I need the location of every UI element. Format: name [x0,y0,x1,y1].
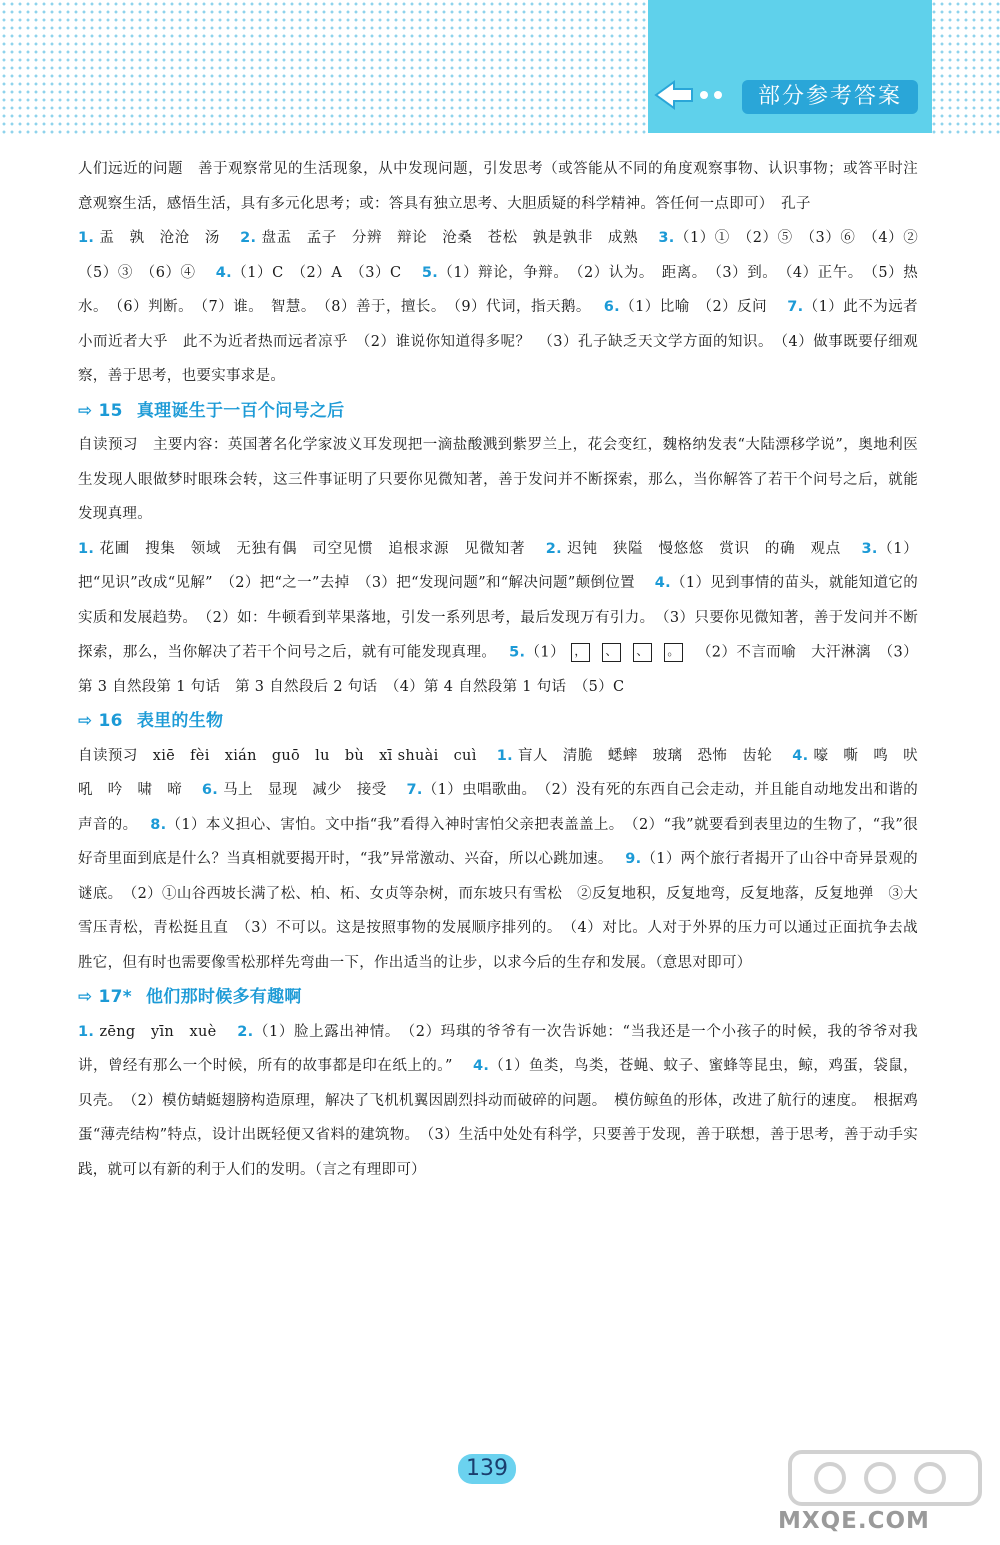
punctuation-box: 。 [664,643,683,662]
intro-answers [78,221,933,394]
header-dot-pattern-right [930,0,1000,135]
answer-number: 4. [472,1058,490,1075]
arrow-right-icon: ⇨ [78,711,93,732]
answer-content [78,152,933,1187]
answer-text: （1）此不为远者小而近者大乎 此不为近者热而远者凉乎 （2）谁说你知道得多呢？ （3）孔子缺乏天文学方面的知识。 （4）做事既要仔细观察，善于思考，也要实事求是。 [78,299,918,384]
answer-number: 7. [406,782,423,799]
punctuation-box: ， [571,643,590,662]
answer-text: 马上 显现 减少 接受 [218,782,402,799]
answer-number: 1. [78,540,95,557]
section-number: 15 [98,400,123,421]
section-heading: 他们那时候多有趣啊 [146,987,302,1008]
intro-paragraph [78,152,918,221]
answer-number: 5. [421,264,439,281]
answer-text: （1）鱼类，鸟类，苍蝇、蚊子、蜜蜂等昆虫，鲸，鸡蛋，袋鼠，贝壳。 （2）模仿蜻蜓翅膀构造原理，解决了飞机机翼因剧烈抖动而破碎的问题。 模仿鲸鱼的形体，改进了航行的速度。 根据鸡蛋“薄壳结构”特点，设计出既轻便又省料的建筑物。 （3）生活中处处有科学，只要善于发现，善于联想，善于思考，善于动手实践，就可以有新的利于人们的发明。（言之有理即可） [78,1058,918,1178]
section-number: 16 [98,711,123,732]
answer-number: 1. [496,747,513,764]
arrow-right-icon: ⇨ [78,987,93,1008]
preview-text: 自读预习 xiē fèi xián guō lu bù xī shuài cuì [78,747,492,764]
preview-text: 自读预习 主要内容：英国著名化学家波义耳发现把一滴盐酸溅到紫罗兰上，花会变红，魏格纳发表“大陆漂移学说”，奥地利医生发现人眼做梦时眼珠会转，这三件事证明了只要你见微知著，善于发问并不断探索，那么，当你解答了若干个问号之后，就能发现真理。 [78,437,918,522]
section-heading: 表里的生物 [136,711,224,732]
answer-text: 盂 孰 沧沧 汤 [94,230,235,246]
intro-text: 人们远近的问题 善于观察常见的生活现象，从中发现问题，引发思考（或答能从不同的角度观察事物、认识事物；或答平时注意观察生活，感悟生活，具有多元化思考；或：答具有独立思考、大胆质疑的科学精神。答任何一点即可） 孔子 [78,161,918,212]
watermark-text: MXQE.COM [778,1508,930,1534]
arrow-right-icon: ⇨ [78,400,93,421]
answer-text: （1）比喻 （2）反问 [619,299,783,315]
section-heading: 真理诞生于一百个问号之后 [136,400,345,421]
answer-number: 6. [603,299,620,315]
answer-text: （1）① （2）⑤ （3）⑥ （4）② （5）③ （6）④ [78,230,933,281]
answer-number: 8. [150,816,167,833]
answer-section-badge: 部分参考答案 [742,80,918,114]
answer-text: 盲人 清脆 蟋蟀 玻璃 恐怖 齿轮 [513,747,788,764]
answer-number: 1. [78,1023,95,1040]
answer-text: zēng yīn xuè [94,1023,233,1040]
answer-text: 花圃 搜集 领域 无独有偶 司空见惯 追根求源 见微知著 [94,540,541,557]
answer-text: （1）两个旅行者揭开了山谷中奇异景观的谜底。 （2）①山谷西坡长满了松、柏、柘、女贞等杂树，而东坡只有雪松 ②反复地积，反复地弯，反复地落，反复地弹 ③大雪压青松，青松挺且直 （3）不可以。这是按照事物的发展顺序排列的。 （4）对比。人对于外界的压力可以通过正面抗争去战胜它，但有时也需要像雪松那样先弯曲一下，作出适当的让步，以求今后的生存和发展。（意思对即可） [78,851,918,971]
answer-text: 迟钝 狭隘 慢悠悠 赏识 的确 观点 [561,540,857,557]
answer-number: 3. [658,230,675,246]
answer-text: （1）本义担心、害怕。文中指“我”看得入神时害怕父亲把表盖盖上。 （2）“我”就要看到表里边的生物了，“我”很好奇里面到底是什么？当真相就要揭开时，“我”异常激动、兴奋，所以心跳加速。 [78,816,918,868]
answer-text: （1）虫唱歌曲。 （2）没有死的东西自己会走动，并且能自动地发出和谐的声音的。 [78,782,918,833]
answer-number: 9. [625,851,642,868]
section-number: 17* [98,987,132,1008]
answer-number: 4. [654,575,671,591]
answer-number: 6. [201,782,219,799]
answer-number: 4. [792,747,809,764]
header-dot-pattern [0,0,650,135]
punctuation-box: 、 [602,643,621,662]
answer-text: （1）把“见识”改成“见解” （2）把“之一”去掉 （3）把“发现问题”和“解决问题”颠倒位置 [78,540,919,591]
section-preview [78,428,918,532]
answer-text: 嚎 嘶 鸣 吠 吼 吟 啸 啼 [78,747,933,799]
left-arrow-icon [652,78,732,112]
answer-number: 2. [237,1023,254,1040]
answer-number: 1. [78,230,95,246]
page-number: 139 [458,1454,516,1484]
answer-number: 7. [787,299,804,315]
section-title-15 [78,394,918,429]
answer-text: （1）辩论，争辩。 （2）认为。 距离。 （3）到。 （4）正午。 （5）热水。 （6）判断。 （7）谁。 智慧。 （8）善于，擅长。 （9）代词，指天鹅。 [78,264,918,315]
answer-text: （1）C （2）A （3）C [231,264,417,281]
section-answers [78,532,918,705]
answer-text: 盘盂 孟子 分辨 辩论 沧桑 苍松 孰是孰非 成熟 [256,230,654,246]
punctuation-boxes [565,635,689,670]
answer-text: （1） [525,644,566,661]
section-answers [78,1015,918,1188]
punctuation-box: 、 [633,643,652,662]
answer-number: 5. [509,644,526,661]
section-title-16 [78,704,918,739]
section-title-17 [78,980,918,1015]
section-answers [78,739,933,981]
answer-text: （1）脸上露出神情。 （2）玛琪的爷爷有一次告诉她：“当我还是一个小孩子的时候，我的爷爷对我讲，曾经有那么一个时候，所有的故事都是印在纸上的。” [78,1023,918,1075]
answer-number: 2. [240,230,257,246]
answer-number: 3. [861,540,878,557]
answer-number: 4. [215,264,232,281]
answer-text: （2）不言而喻 大汗淋漓 （3）第 3 自然段第 1 句话 第 3 自然段后 2 句话 （4）第 4 自然段第 1 句话 （5）C [78,644,918,695]
answer-number: 2. [545,540,562,557]
answer-text: （1）见到事情的苗头，就能知道它的实质和发展趋势。 （2）如：牛顿看到苹果落地，引发一系列思考，最后发现万有引力。 （3）只要你见微知著，善于发问并不断探索，那么，当你解决了若干个问号之后，就有可能发现真理。 [78,575,918,661]
